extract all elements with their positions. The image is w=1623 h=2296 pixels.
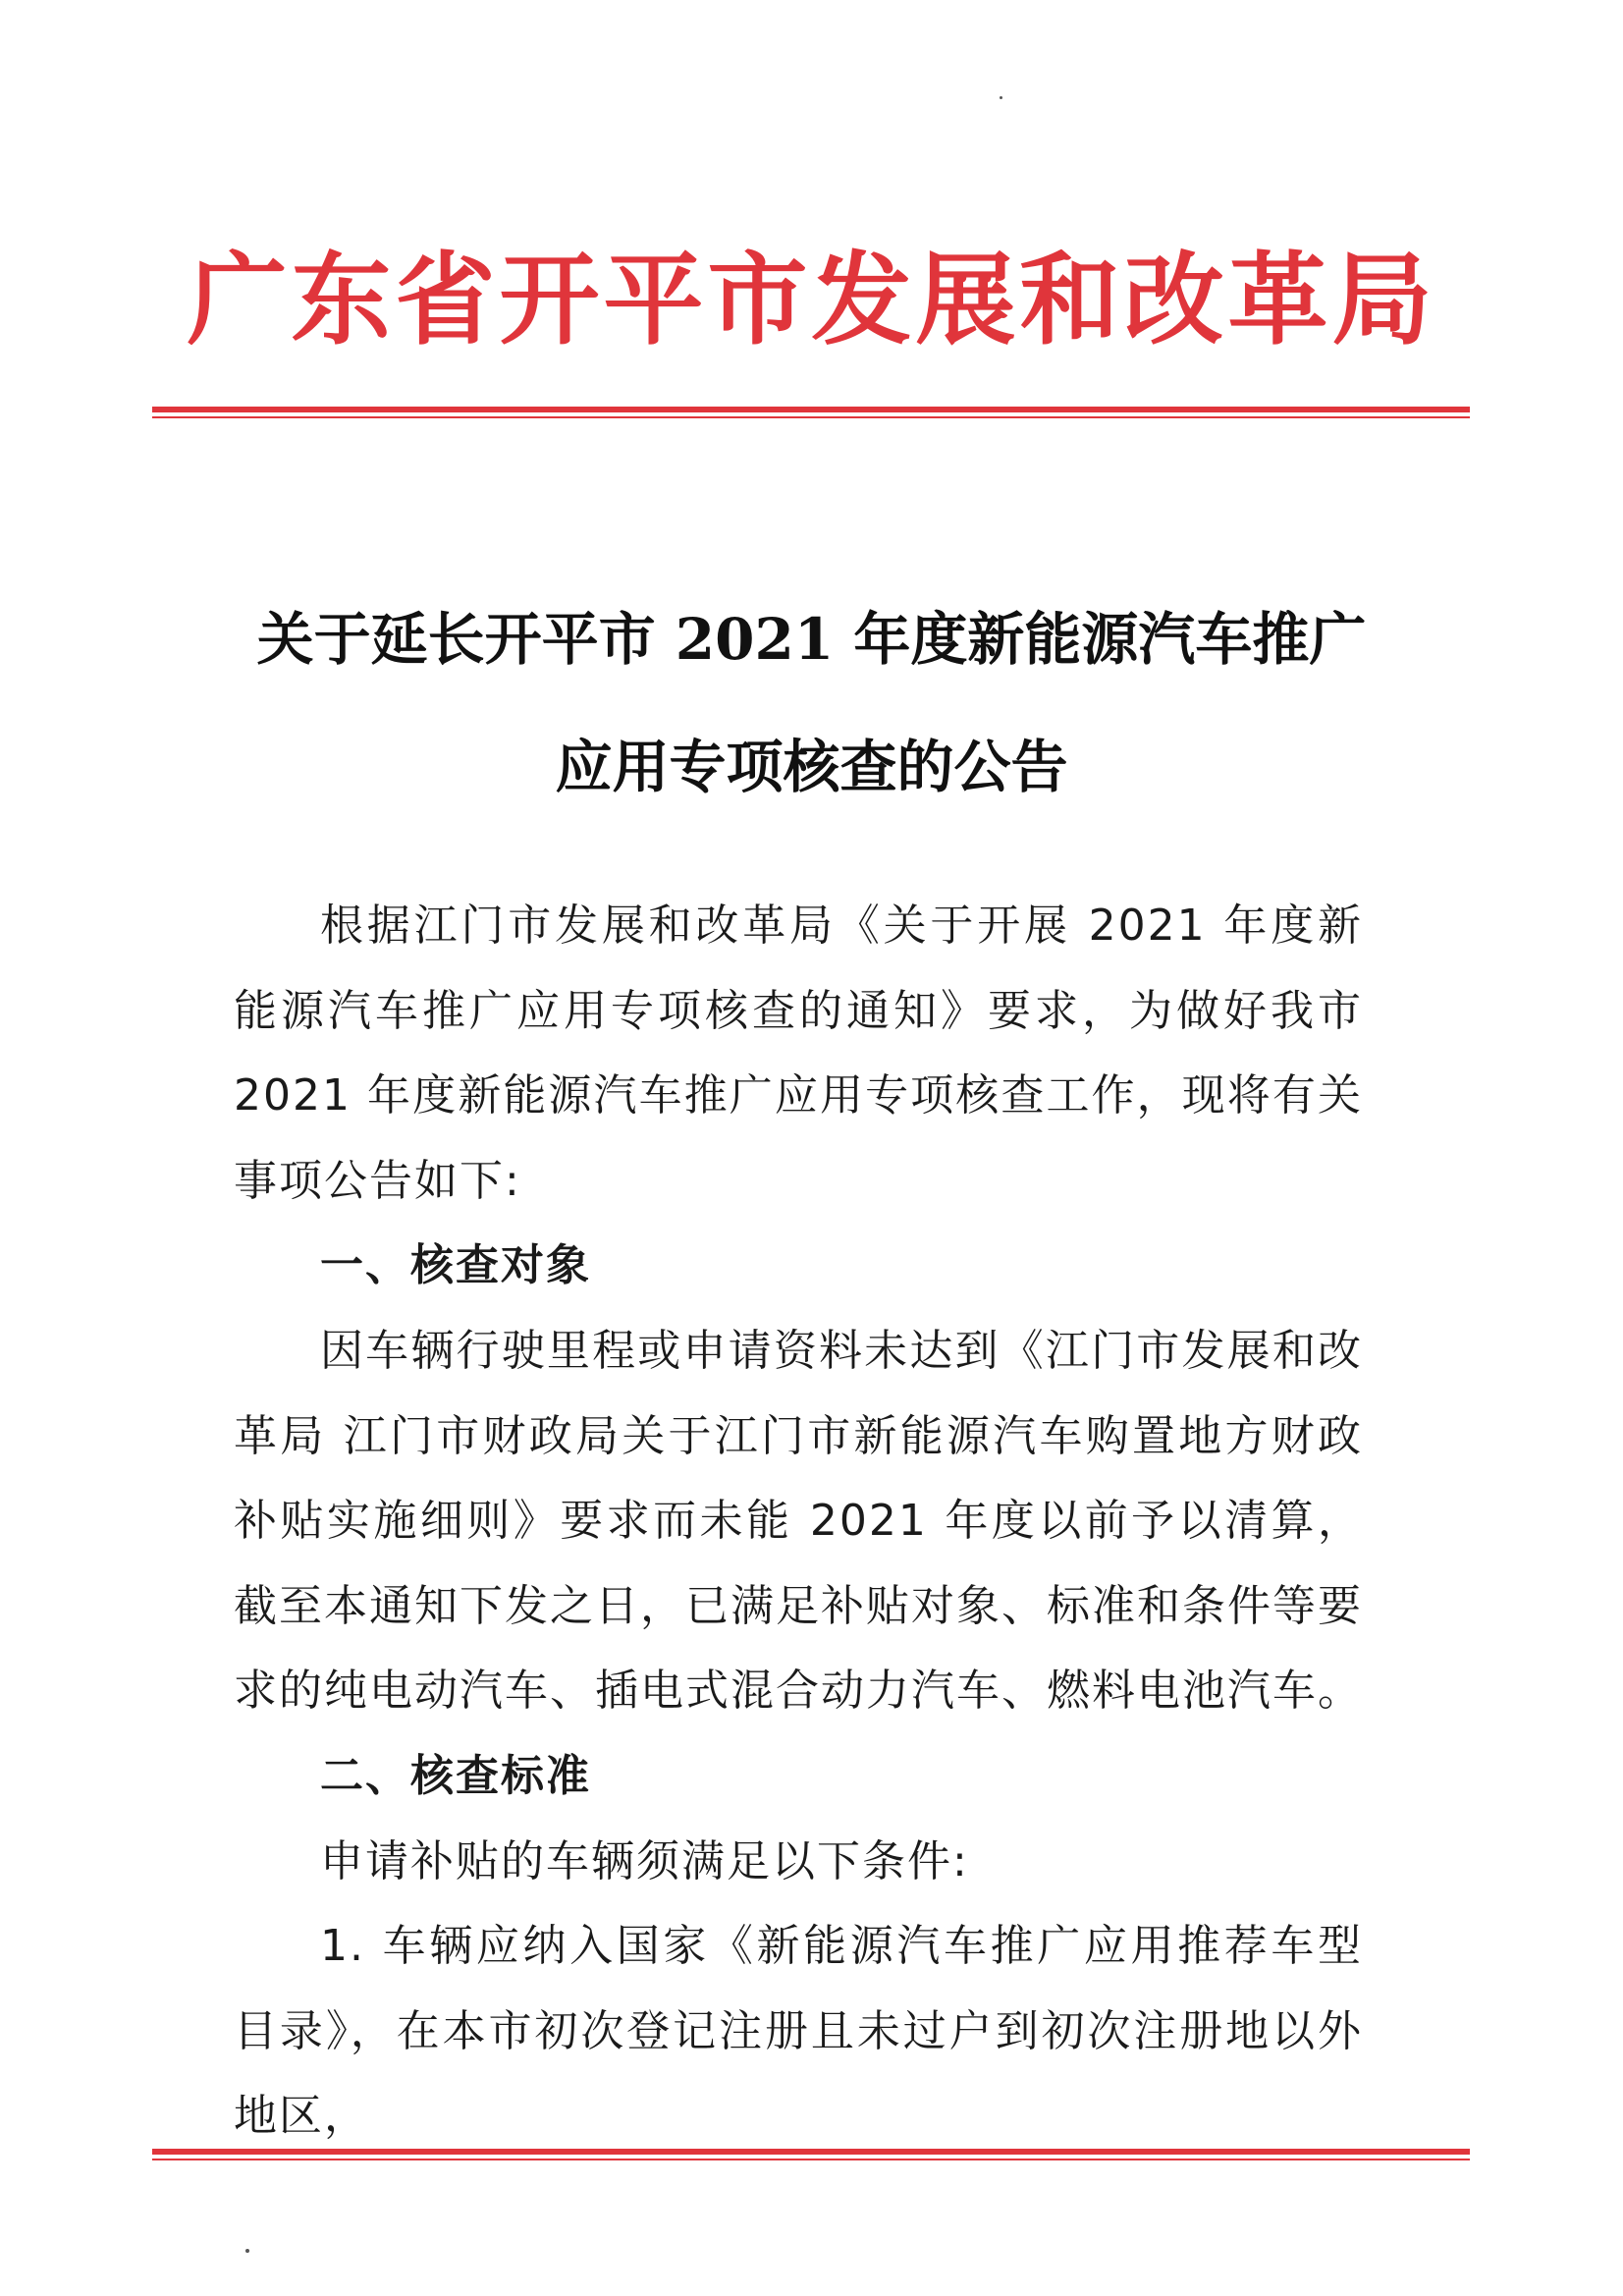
section-heading-2: 二、核查标准 — [320, 1750, 591, 1801]
divider-thick-line — [152, 407, 1470, 412]
scan-speck — [1000, 96, 1002, 99]
letterhead-divider-top — [152, 407, 1470, 420]
document-body — [234, 884, 1363, 2159]
divider-thick-line — [152, 2149, 1470, 2155]
document-title-line-2: 应用专项核查的公告 — [555, 734, 1068, 800]
section-2-lead-paragraph: 申请补贴的车辆须满足以下条件: — [320, 1835, 969, 1886]
letterhead-agency-name: 广东省开平市发展和改革局 — [187, 242, 1436, 359]
section-2-item-1: 1. 车辆应纳入国家《新能源汽车推广应用推荐车型目录》，在本市初次登记注册且未过户到初次注册地以外地区， — [234, 1921, 1363, 2142]
document-title-line-1: 关于延长开平市 2021 年度新能源汽车推广 — [256, 606, 1367, 673]
divider-thin-line — [152, 416, 1470, 418]
divider-thin-line — [152, 2159, 1470, 2160]
section-heading-1: 一、核查对象 — [320, 1240, 591, 1291]
intro-paragraph: 根据江门市发展和改革局《关于开展 2021 年度新能源汽车推广应用专项核查的通知》要求，为做好我市 2021 年度新能源汽车推广应用专项核查工作，现将有关事项公告如下: — [234, 901, 1363, 1206]
scan-speck — [245, 2249, 249, 2253]
section-1-paragraph: 因车辆行驶里程或申请资料未达到《江门市发展和改革局 江门市财政局关于江门市新能源汽车购置地方财政补贴实施细则》要求而未能 2021 年度以前予以清算，截至本通知下发之日，已满足补贴对象、标准和条件等要求的纯电动汽车、插电式混合动力汽车、燃料电池汽车。 — [234, 1325, 1363, 1717]
page-divider-bottom — [152, 2149, 1470, 2162]
